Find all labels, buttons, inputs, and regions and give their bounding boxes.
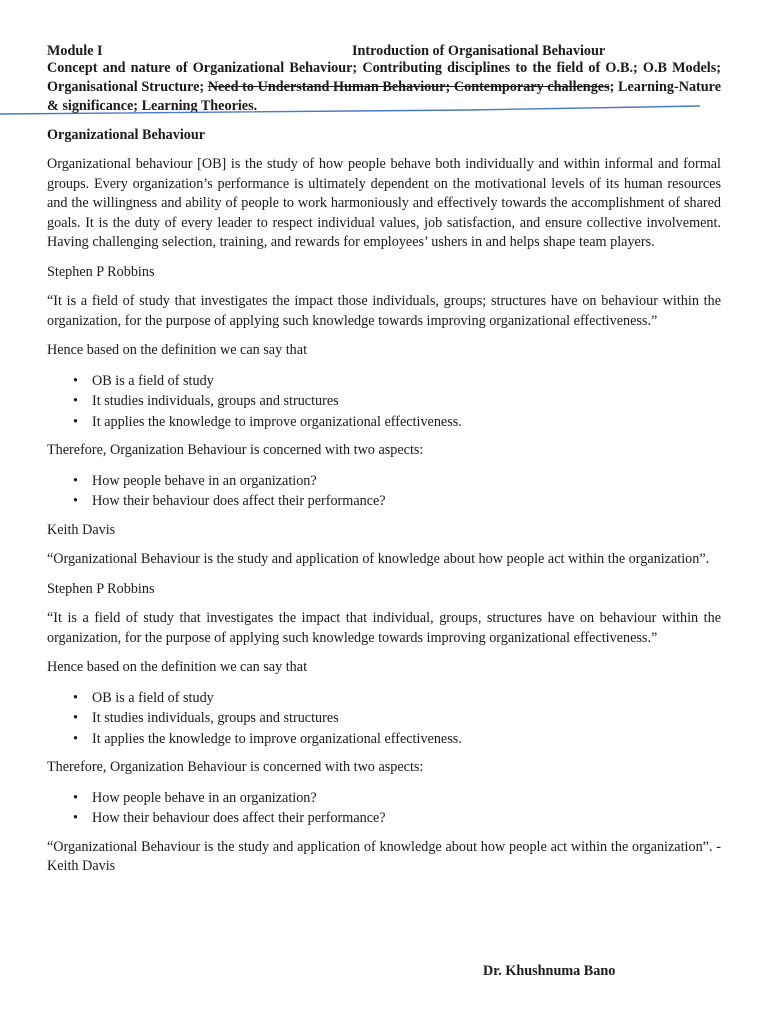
intro-paragraph: Organizational behaviour [OB] is the study of how people behave both individually and within informal and formal groups. Every organization’s performance is ultimately dependent on the motivational levels of its human resources and the willingness and ability of people to work harmoniously and effectively towards the accomplishment of shared goals. It is the duty of every leader to respect individual values, job satisfaction, and ensure collective involvement. Having challenging selection, training, and rewards for employees’ ushers in and helps shape team players. [47,156,721,250]
aspects-list-2 [47,788,721,829]
module-title: Introduction of Organisational Behaviour [352,43,606,59]
bullet-icon: • [73,730,78,747]
hence-text-2: Hence based on the definition we can say that [47,659,308,675]
aspects-list-1 [47,471,721,512]
author-signature: Dr. Khushnuma Bano [483,963,616,979]
bullet-icon: • [73,472,78,489]
list-item: • How their behaviour does affect their performance? [47,808,721,829]
document-body [47,126,721,887]
list-item: • It applies the knowledge to improve organizational effectiveness. [47,412,721,433]
hence-text-1: Hence based on the definition we can say that [47,342,308,358]
hand-drawn-underline [0,104,768,118]
list-item: • How their behaviour does affect their performance? [47,491,721,512]
definition-list-2 [47,688,721,750]
quote-robbins-2: “It is a field of study that investigates the impact that individual, groups, structures have on behaviour within the organization, for the purpose of applying such knowledge towards improving organizational effectiveness.” [47,610,721,646]
author-robbins-2: Stephen P Robbins [47,580,155,597]
bullet-icon: • [73,689,78,706]
quote-davis: “Organizational Behaviour is the study and application of knowledge about how people act within the organization”. [47,551,710,567]
bullet-icon: • [73,710,78,726]
list-item: • OB is a field of study [47,688,721,709]
bullet-icon: • [73,810,78,826]
list-item: • OB is a field of study [47,371,721,392]
therefore-text-2: Therefore, Organization Behaviour is concerned with two aspects: [47,759,424,775]
section-title: Organizational Behaviour [47,127,206,143]
bullet-icon: • [73,393,78,409]
topics-plain: Concept and nature of Organizational Behaviour; Contributing disciplines to the field of O.B.; O.B Models; Organisational Structure; [47,60,721,95]
quote-robbins-1: “It is a field of study that investigates the impact those individuals, groups; structures have on behaviour within the organization, for the purpose of applying such knowledge towards improving organizational effectiveness.” [47,293,721,329]
bullet-icon: • [73,413,78,430]
bullet-icon: • [73,789,78,806]
bullet-icon: • [73,493,78,509]
underline-stroke [0,106,700,114]
list-item: • It studies individuals, groups and structures [47,391,721,412]
quote-davis-final: “Organizational Behaviour is the study and application of knowledge about how people act within the organization”. -Keith Davis [47,838,721,874]
list-item: • How people behave in an organization? [47,471,721,492]
list-item: • How people behave in an organization? [47,788,721,809]
topics-tail: ; Learning-Nature & significance; Learning Theories. [47,79,721,114]
module-label: Module I [47,43,103,59]
definition-list-1 [47,371,721,433]
topics-struck: Need to Understand Human Behaviour; Contemporary challenges [207,79,610,95]
therefore-text-1: Therefore, Organization Behaviour is concerned with two aspects: [47,442,424,458]
author-davis: Keith Davis [47,521,116,538]
bullet-icon: • [73,372,78,389]
list-item: • It applies the knowledge to improve organizational effectiveness. [47,729,721,750]
list-item: • It studies individuals, groups and structures [47,708,721,729]
author-robbins-1: Stephen P Robbins [47,263,155,280]
